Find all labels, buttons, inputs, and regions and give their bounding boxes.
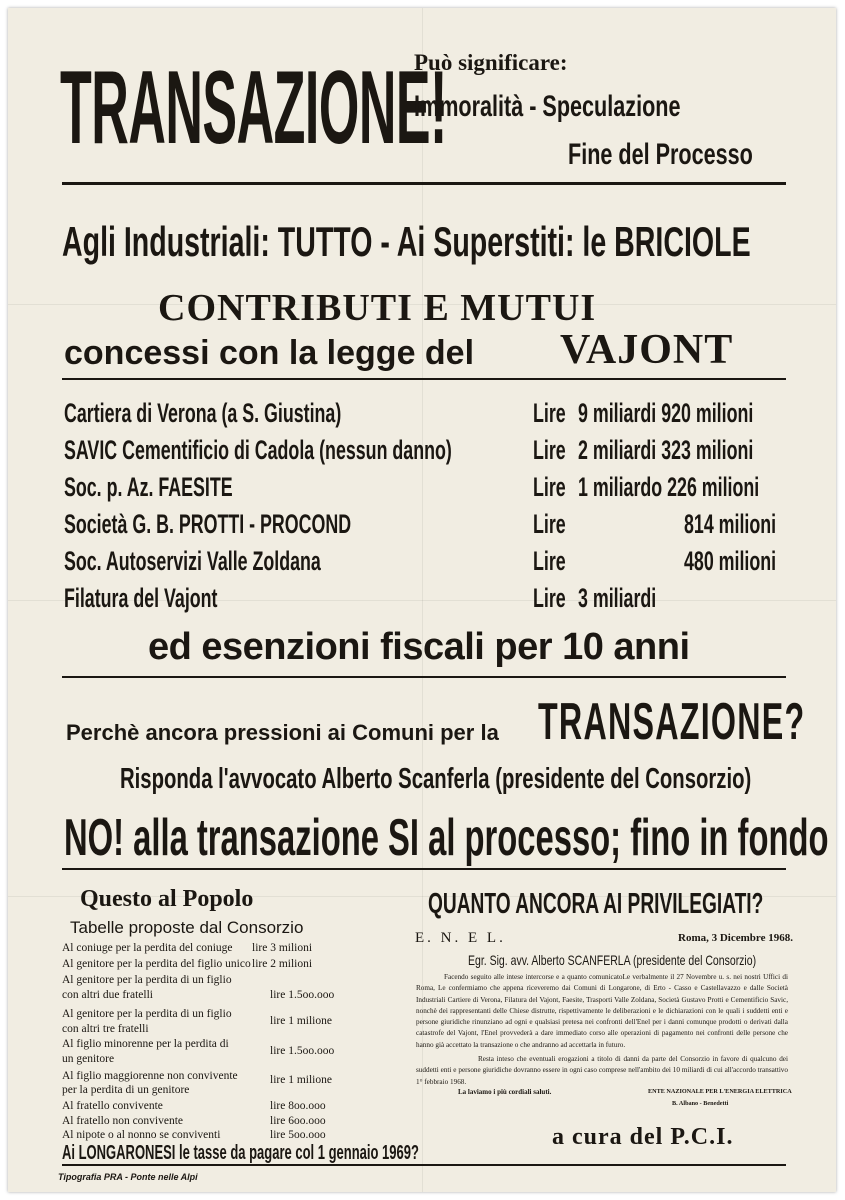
letter-signature: B. Albano - Benedetti [672, 1100, 729, 1107]
table-row-label: un genitore [62, 1053, 115, 1065]
beneficiary-amount: 2 miliardi 323 milioni [578, 435, 754, 465]
table-row-label: con altri tre fratelli [62, 1023, 149, 1035]
table-row-label: Al fratello non convivente [62, 1115, 184, 1127]
printer-credit: Tipografia PRA - Ponte nelle Alpi [58, 1172, 198, 1182]
table-row-label: Al genitore per la perdita di un figlio [62, 974, 232, 986]
table-row-label: Al genitore per la perdita del figlio unico [62, 958, 251, 970]
letter-sender: E. N. E L. [415, 930, 506, 946]
transazione-question: TRANSAZIONE? [538, 693, 806, 751]
table-row-value: lire 8oo.ooo [270, 1100, 326, 1112]
divider [62, 868, 786, 870]
beneficiary-name: SAVIC Cementificio di Cadola (nessun danno) [64, 435, 452, 465]
esenzioni-text: ed esenzioni fiscali per 10 anni [148, 626, 690, 668]
slogan: Agli Industriali: TUTTO - Ai Superstiti: le BRICIOLE [62, 218, 751, 265]
beneficiary-name: Soc. Autoservizi Valle Zoldana [64, 546, 321, 576]
meaning-line-1: Immoralità - Speculazione [414, 90, 681, 123]
letter-greeting: La laviamo i più cordiali saluti. [458, 1088, 552, 1096]
longaronesi-question: Ai LONGARONESI le tasse da pagare col 1 gennaio 1969? [62, 1142, 419, 1164]
popolo-subheading: Tabelle proposte dal Consorzio [70, 918, 304, 937]
beneficiary-lire: Lire [533, 435, 566, 465]
letter-date: Roma, 3 Dicembre 1968. [678, 932, 793, 944]
table-row-label: Al figlio minorenne per la perdita di [62, 1038, 229, 1050]
contributi-heading: CONTRIBUTI E MUTUI [158, 287, 597, 329]
table-row-label: Al genitore per la perdita di un figlio [62, 1008, 232, 1020]
beneficiary-amount: 814 milioni [684, 509, 777, 539]
beneficiary-name: Cartiera di Verona (a S. Giustina) [64, 398, 342, 428]
pci-credit: a cura del P.C.I. [552, 1124, 734, 1150]
table-row-value: lire 1 milione [270, 1015, 332, 1027]
table-row-label: Al nipote o al nonno se conviventi [62, 1129, 221, 1141]
poster [8, 8, 836, 1192]
letter-recipient: Egr. Sig. avv. Alberto SCANFERLA (presidente del Consorzio) [468, 952, 757, 968]
table-row-value: lire 2 milioni [252, 958, 313, 970]
beneficiary-amount: 480 milioni [684, 546, 777, 576]
beneficiary-amount: 9 miliardi 920 milioni [578, 398, 754, 428]
popolo-heading: Questo al Popolo [80, 886, 254, 912]
meaning-line-2: Fine del Processo [568, 138, 753, 171]
risponda-text: Risponda l'avvocato Alberto Scanferla (presidente del Consorzio) [120, 763, 752, 795]
poster-title: TRANSAZIONE! [60, 50, 447, 166]
table-row-value: lire 1.5oo.ooo [270, 989, 335, 1001]
beneficiary-lire: Lire [533, 583, 566, 613]
table-row-value: lire 6oo.ooo [270, 1115, 326, 1127]
table-row-value: lire 1 milione [270, 1074, 332, 1086]
vajont-text: VAJONT [560, 327, 734, 373]
letter-organization: ENTE NAZIONALE PER L'ENERGIA ELETTRICA [648, 1088, 792, 1095]
table-row-value: lire 3 milioni [252, 942, 313, 954]
letter-body: Facendo seguito alle intese intercorse e a quanto comunicatoLe verbalmente il 27 Novembre u. s. nei nostri Uffici di Roma, Le confermiamo che appena riceveremo dai Comuni di Longarone, di Erto - Casso e Castellavazzo e dalle Società Industriali Cartiere di Verona, Filatura del Vajont, Faesite, Trasporti Valle Zoldana, Società Gustavo Protti e Cementificio Savic, nonchè dei rappresentanti delle Chiese distrutte, rispettivamente le deliberazioni e le dichiarazioni con le quali i suddetti enti e persone giuridiche rinunziano ad ogni e qualsiasi pretesa nei confronti dell'Enel per i danni comunque prodotti o derivati dalla catastrofe del Vajont, l'Enel provvederà a dare immediato corso alle operazioni di pagamento nei confronti delle persone che hanno già accettato la transazione o che andranno ad accettarla in futuro. [416, 973, 788, 1049]
divider [62, 182, 786, 185]
concessi-text: concessi con la legge del [64, 334, 475, 372]
table-row-label: per la perdita di un genitore [62, 1084, 190, 1096]
beneficiary-lire: Lire [533, 472, 566, 502]
divider [62, 378, 786, 380]
beneficiary-lire: Lire [533, 509, 566, 539]
divider [62, 1164, 786, 1166]
table-row-value: lire 5oo.ooo [270, 1129, 326, 1141]
beneficiary-lire: Lire [533, 546, 566, 576]
privilegiati-heading: QUANTO ANCORA AI PRIVILEGIATI? [428, 888, 764, 920]
no-transazione-slogan: NO! alla transazione SI al processo; fino in fondo [64, 809, 829, 867]
table-row-label: Al figlio maggiorenne non convivente [62, 1070, 238, 1082]
table-row-label: con altri due fratelli [62, 989, 154, 1001]
table-row-label: Al coniuge per la perdita del coniuge [62, 942, 233, 954]
beneficiary-amount: 1 miliardo 226 milioni [578, 472, 760, 502]
divider [62, 676, 786, 678]
beneficiary-amount: 3 miliardi [578, 583, 657, 613]
perche-text: Perchè ancora pressioni ai Comuni per la [66, 720, 499, 745]
beneficiary-lire: Lire [533, 398, 566, 428]
table-row-label: Al fratello convivente [62, 1100, 163, 1112]
can-mean-text: Può significare: [414, 50, 568, 75]
beneficiary-name: Filatura del Vajont [64, 583, 218, 613]
letter-body-closing: Resta inteso che eventuali erogazioni a titolo di danni da parte del Consorzio in favore di qualcuno dei suddetti enti e persone giuridiche dovranno essere in ogni caso comprese nell'ambito dei 10 miliardi di cui all'accordo transattivo 1° febbraio 1968. [416, 1055, 788, 1086]
table-row-value: lire 1.5oo.ooo [270, 1045, 335, 1057]
beneficiary-name: Soc. p. Az. FAESITE [64, 472, 233, 502]
beneficiary-name: Società G. B. PROTTI - PROCOND [64, 509, 352, 539]
